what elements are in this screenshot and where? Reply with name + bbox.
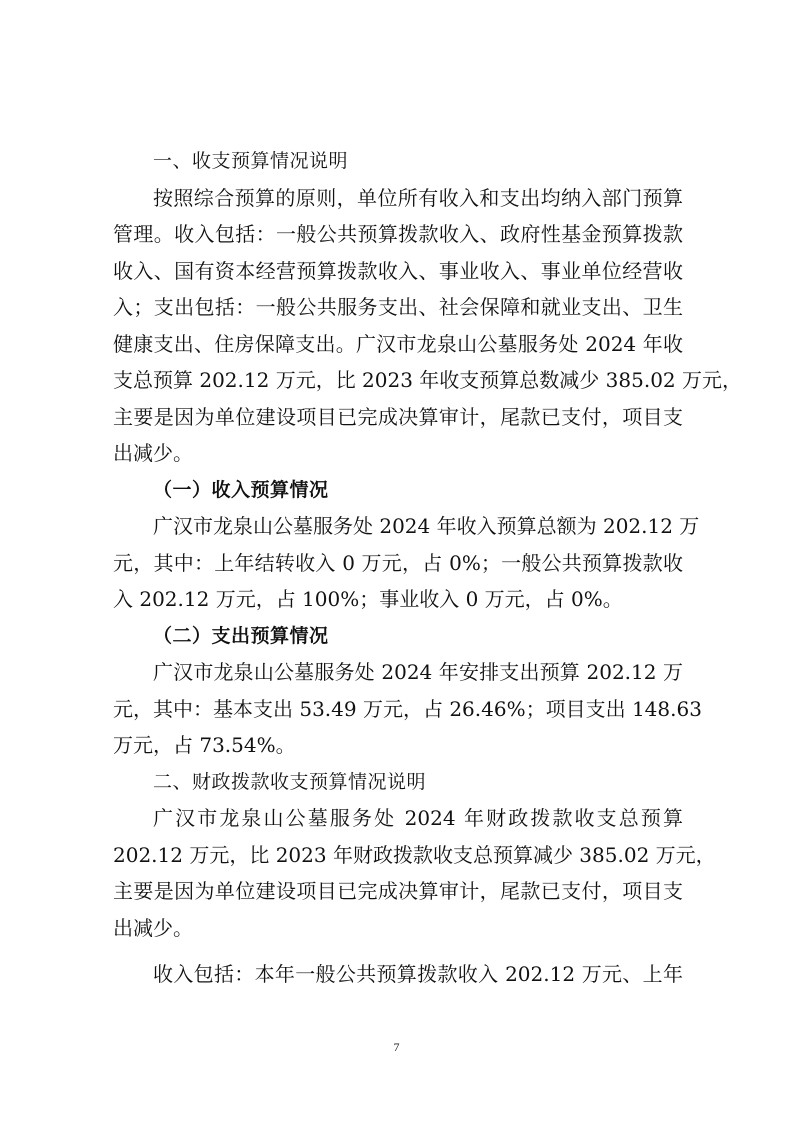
paragraph-line: 入；支出包括：一般公共服务支出、社会保障和就业支出、卫生 bbox=[113, 295, 683, 319]
paragraph-line: 入 202.12 万元，占 100%；事业收入 0 万元，占 0%。 bbox=[113, 587, 623, 611]
document-body bbox=[113, 143, 743, 993]
paragraph-line: 202.12 万元，比 2023 年财政拨款收支总预算减少 385.02 万元， bbox=[113, 842, 716, 867]
paragraph-line: 健康支出、住房保障支出。广汉市龙泉山公墓服务处 2024 年收 bbox=[113, 331, 683, 356]
paragraph-line: 元，其中：基本支出 53.49 万元，占 26.46%；项目支出 148.63 bbox=[113, 696, 702, 721]
paragraph-line: 收入、国有资本经营预算拨款收入、事业收入、事业单位经营收 bbox=[113, 258, 683, 283]
subsection-heading-expenditure-budget: （二）支出预算情况 bbox=[153, 624, 329, 647]
paragraph-line: 广汉市龙泉山公墓服务处 2024 年安排支出预算 202.12 万 bbox=[153, 660, 683, 684]
paragraph-line: 万元，占 73.54%。 bbox=[113, 733, 296, 757]
paragraph-line: 主要是因为单位建设项目已完成决算审计，尾款已支付，项目支 bbox=[113, 879, 683, 903]
page-number: 7 bbox=[393, 1040, 400, 1054]
paragraph-income-budget bbox=[113, 508, 700, 618]
paragraph-line: 出减少。 bbox=[113, 441, 193, 465]
paragraph-expenditure-budget bbox=[113, 654, 702, 764]
paragraph-line: 主要是因为单位建设项目已完成决算审计，尾款已支付，项目支 bbox=[113, 404, 683, 429]
paragraph-line: 收入包括：本年一般公共预算拨款收入 202.12 万元、上年 bbox=[153, 962, 683, 986]
paragraph-line: 广汉市龙泉山公墓服务处 2024 年财政拨款收支总预算 bbox=[153, 806, 683, 830]
paragraph-income-details bbox=[113, 956, 683, 993]
paragraph-line: 广汉市龙泉山公墓服务处 2024 年收入预算总额为 202.12 万 bbox=[153, 514, 700, 538]
paragraph-fiscal-appropriation bbox=[113, 800, 716, 946]
section-heading-fiscal-appropriation: 二、财政拨款收支预算情况说明 bbox=[153, 770, 427, 793]
paragraph-line: 元，其中：上年结转收入 0 万元，占 0%；一般公共预算拨款收 bbox=[113, 550, 683, 575]
subsection-heading-income-budget: （一）收入预算情况 bbox=[153, 478, 329, 501]
paragraph-line: 管理。收入包括：一般公共预算拨款收入、政府性基金预算拨款 bbox=[113, 222, 683, 246]
paragraph-budget-overview bbox=[113, 180, 743, 472]
section-heading-budget-overview: 一、收支预算情况说明 bbox=[153, 150, 349, 172]
paragraph-line: 按照综合预算的原则，单位所有收入和支出均纳入部门预算 bbox=[153, 185, 683, 210]
paragraph-line: 出减少。 bbox=[113, 915, 193, 940]
paragraph-line: 支总预算 202.12 万元，比 2023 年收支预算总数减少 385.02 万元， bbox=[113, 368, 743, 392]
